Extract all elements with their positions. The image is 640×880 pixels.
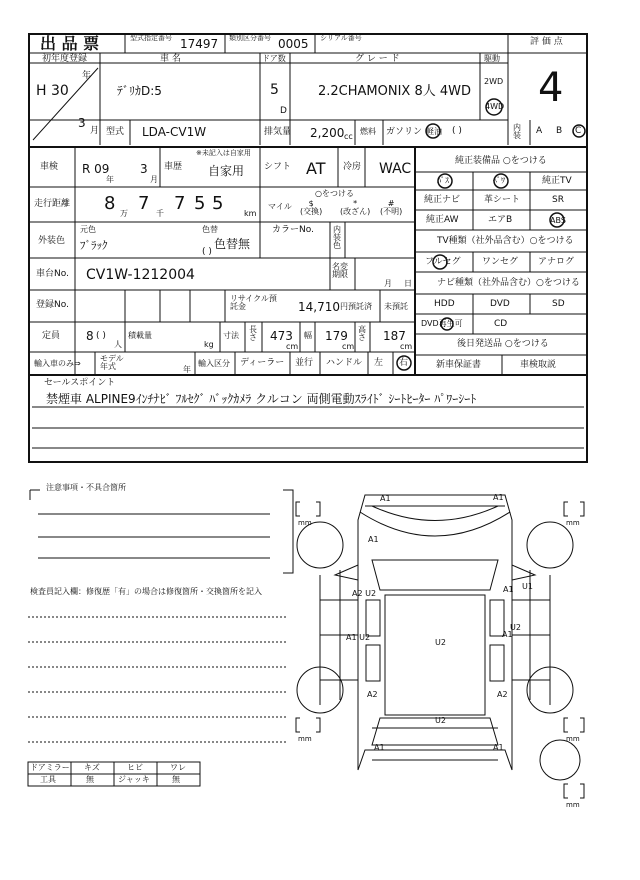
damage-mark: A1: [380, 494, 391, 503]
sales-point-label: セールスポイント: [44, 378, 116, 388]
length-label: 長さ: [249, 325, 257, 342]
exterior-label: 外装色: [38, 236, 66, 246]
later-manual: 車検取説: [520, 360, 557, 370]
equip-airbag: エアB: [488, 215, 513, 225]
height: 187: [383, 329, 406, 343]
damage-mark: A2: [497, 690, 508, 699]
first-reg-label: 初年度登録: [42, 54, 88, 64]
handle-right: 右: [399, 358, 409, 368]
damage-mark: A2: [367, 690, 378, 699]
circle-mark-label: ○をつける: [315, 189, 354, 198]
chassis-label: 車台No.: [36, 269, 69, 279]
navi-hdd: HDD: [434, 299, 455, 309]
legend-value-jack: ジャッキ: [118, 775, 150, 784]
recycle-amount: 14,710: [298, 300, 340, 314]
form-title: 出 品 票: [40, 34, 100, 53]
navi-header: ナビ種類（社外品含む）○をつける: [437, 278, 580, 288]
load-label: 積載量: [128, 331, 152, 340]
import-class-label: 輸入区分: [198, 359, 230, 368]
later-header: 後日発送品 ○をつける: [457, 339, 549, 349]
serial-label: シリアル番号: [320, 34, 362, 42]
equipment-header: 純正装備品 ○をつける: [455, 156, 547, 166]
chassis: CV1W-1212004: [86, 267, 195, 283]
color-no-label: 色替: [202, 225, 218, 234]
drive-4wd: 4WD: [485, 102, 505, 111]
legend-header-crack: ヒビ: [127, 763, 143, 772]
mm-front-left: mm: [298, 519, 312, 527]
tv-fullseg: フルセグ: [425, 257, 461, 267]
inspection-r: R 09: [82, 162, 110, 176]
registration-label: 登録No.: [36, 300, 69, 310]
mileage-digit-5: 5: [212, 193, 224, 214]
equip-sr: SR: [552, 195, 564, 205]
unit-km: km: [244, 209, 257, 218]
handle-left: 左: [374, 358, 384, 368]
damage-mark: A2 U2: [352, 589, 377, 598]
equip-leather: 革シート: [484, 195, 521, 205]
equip-abs: ABS: [550, 216, 566, 225]
car-name: ﾃﾞﾘｶD:5: [117, 84, 162, 98]
damage-mark: A1: [374, 743, 385, 752]
length: 473: [270, 329, 293, 343]
fuel-other-bracket: ( ): [452, 126, 462, 136]
sales-point-text: 禁煙車 ALPINE9ｲﾝﾁﾅﾋﾞ ﾌﾙｾｸﾞ ﾊﾞｯｸｶﾒﾗ クルコン 両側電動ｽﾗｲﾄﾞ ｼｰﾄﾋｰﾀｰ ﾊﾟﾜｰｼｰﾄ: [46, 392, 477, 406]
shift: AT: [306, 159, 326, 178]
class-label: 類別区分番号: [229, 34, 271, 42]
height-cm: cm: [400, 342, 413, 351]
interior-label: 内装: [513, 123, 521, 140]
damage-mark: A1: [502, 630, 513, 639]
recycle-unpaid: 未預託: [384, 302, 408, 311]
ac-label: 冷房: [343, 162, 362, 172]
legend-header-mirror: ドアミラー: [30, 763, 70, 772]
interior-grade-a: A: [536, 126, 543, 136]
width: 179: [325, 329, 348, 343]
capacity-label: 定員: [42, 331, 61, 341]
inspection-year-unit: 年: [106, 175, 114, 184]
equip-pawa: ﾍﾟﾜ: [493, 176, 505, 185]
tv-analog: アナログ: [538, 257, 575, 267]
model-designation: 17497: [180, 37, 219, 51]
mark-exchange: $ (交換): [300, 199, 323, 216]
ac: WAC: [379, 161, 412, 177]
unit-sen: 千: [156, 209, 164, 218]
fuel-label: 燃料: [360, 127, 376, 136]
navi-dvd-play: DVD再生可: [421, 319, 463, 328]
date-unit-day: 日: [404, 279, 412, 288]
first-reg-year-unit: 年: [82, 71, 92, 81]
drive-label: 駆動: [484, 54, 500, 63]
capacity-paren: ( ): [96, 331, 106, 341]
equip-navi: 純正ナビ: [424, 195, 461, 205]
grade-label: グ レ ー ド: [355, 54, 400, 64]
import-dealer: ディーラー: [240, 358, 285, 368]
history: 自家用: [208, 164, 245, 178]
interior-color-label: 内装色: [333, 225, 341, 250]
legend-value-tools: 工具: [40, 775, 56, 784]
legend-header-break: ワレ: [170, 763, 186, 772]
damage-mark: U2: [510, 623, 521, 632]
grade: 2.2CHAMONIX 8人 4WD: [318, 84, 472, 99]
mm-rear-right: mm: [566, 735, 580, 743]
doors: 5: [270, 82, 279, 98]
mileage-label: 走行距離: [34, 199, 71, 209]
mileage-digit-2: 7: [138, 193, 150, 214]
length-cm: cm: [286, 342, 299, 351]
doors-label: ドア数: [262, 54, 286, 63]
mile-label: マイル: [268, 202, 292, 211]
damage-mark: A1: [368, 535, 379, 544]
shift-label: シフト: [264, 162, 292, 172]
color-number-label: カラーNo.: [272, 225, 314, 235]
navi-cd: CD: [494, 319, 508, 329]
original-color-label: 元色: [80, 225, 96, 234]
color-change: 色替無: [214, 237, 251, 251]
mm-rear-left: mm: [298, 735, 312, 743]
door-suffix: D: [280, 106, 287, 116]
damage-mark: U2: [435, 716, 446, 725]
capacity: 8: [86, 329, 94, 343]
size-label: 寸法: [223, 331, 239, 340]
inspection-month: 3: [140, 162, 148, 176]
damage-mark: A1: [493, 493, 504, 502]
interior-grade-b: B: [556, 126, 563, 136]
damage-mark: A1: [493, 743, 504, 752]
legend-header-scratch: キズ: [84, 763, 100, 772]
inspection-month-unit: 月: [150, 175, 158, 184]
color-paren: ( ): [202, 247, 212, 257]
eval-label: 評 価 点: [530, 37, 563, 47]
import-label: 輸入車のみ⇒: [34, 359, 81, 368]
mark-tamper: * (改ざん): [340, 199, 371, 216]
cc-unit: cc: [344, 132, 353, 141]
history-label: 車歴: [164, 162, 183, 172]
model-year-label: モデル 年式: [100, 354, 124, 371]
drive-2wd: 2WD: [484, 77, 504, 86]
name-change-label: 名変期限: [332, 262, 348, 279]
import-parallel: 並行: [295, 358, 314, 368]
later-warranty: 新車保証書: [436, 360, 482, 370]
damage-mark: A1 U2: [346, 633, 371, 642]
height-label: 高さ: [358, 325, 366, 342]
first-reg-era: H 30: [36, 83, 69, 99]
displacement: 2,200: [310, 126, 345, 140]
legend-value-tools-none: 無: [86, 775, 94, 784]
inspection-label: 車検: [40, 162, 59, 172]
equip-pas: ﾊﾟｽ: [437, 176, 449, 185]
model-designation-label: 型式指定番号: [130, 34, 172, 42]
damage-mark: U1: [522, 582, 533, 591]
mileage-digit-4: 5: [194, 193, 206, 214]
history-note: ※未記入は自家用: [196, 149, 251, 157]
recycle-paid: 円預託済: [340, 302, 372, 311]
notes-label: 注意事項・不具合箇所: [46, 483, 126, 492]
original-color: ﾌﾞﾗｯｸ: [80, 239, 108, 252]
first-reg-month: 3: [78, 116, 86, 130]
fuel-diesel: 軽油: [426, 127, 442, 136]
handle-label: ハンドル: [326, 358, 363, 368]
mileage-digit-1: 8: [104, 193, 116, 214]
date-unit-month: 月: [384, 279, 392, 288]
car-name-label: 車 名: [160, 54, 181, 64]
model-label: 型式: [106, 127, 125, 137]
mm-spare: mm: [566, 801, 580, 809]
model-year-unit: 年: [183, 365, 191, 374]
damage-mark: A1: [503, 585, 514, 594]
eval-score: 4: [538, 65, 564, 111]
tv-header: TV種類（社外品含む）○をつける: [437, 236, 574, 246]
interior-grade-c: C: [575, 126, 582, 136]
legend-value-jack-none: 無: [172, 775, 180, 784]
navi-dvd: DVD: [490, 299, 510, 309]
damage-mark: U2: [435, 638, 446, 647]
unit-man: 万: [120, 209, 128, 218]
equip-tv: 純正TV: [542, 176, 572, 186]
mm-front-right: mm: [566, 519, 580, 527]
model: LDA-CV1W: [142, 125, 207, 139]
inspector-label: 検査員記入欄：修復歴「有」の場合は修復箇所・交換箇所を記入: [30, 587, 262, 596]
tv-oneseg: ワンセグ: [482, 257, 519, 267]
mileage-digit-3: 7: [174, 193, 186, 214]
class-no: 0005: [278, 37, 309, 51]
first-reg-month-unit: 月: [90, 126, 100, 136]
load-unit: kg: [204, 340, 214, 349]
width-cm: cm: [342, 342, 355, 351]
recycle-label: リサイクル預託金: [230, 294, 277, 311]
width-label: 幅: [304, 331, 312, 340]
fuel-gas: ガソリン: [386, 127, 423, 137]
navi-sd: SD: [552, 299, 565, 309]
capacity-unit: 人: [114, 340, 122, 349]
mark-unknown: # (不明): [380, 199, 403, 216]
equip-aw: 純正AW: [426, 215, 459, 225]
displacement-label: 排気量: [264, 127, 292, 137]
